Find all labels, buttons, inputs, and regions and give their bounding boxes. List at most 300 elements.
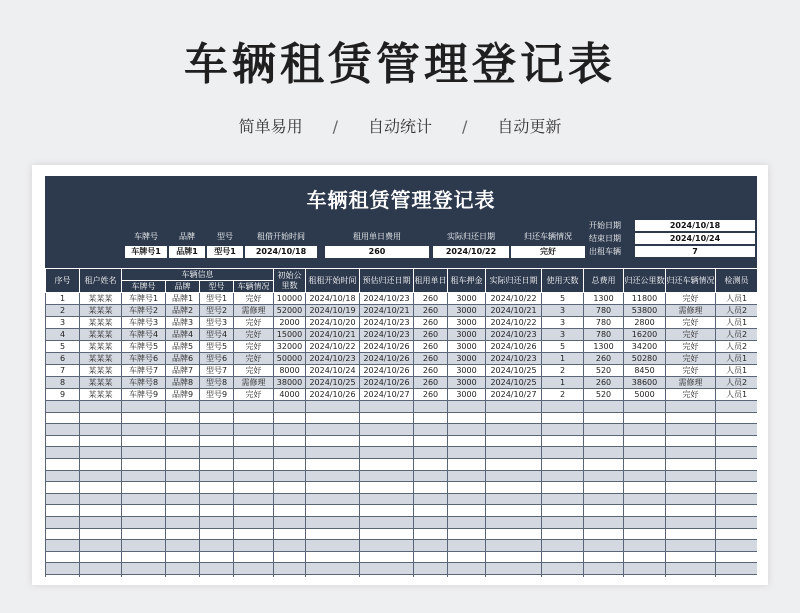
empty-cell: [80, 528, 122, 540]
table-cell: 15000: [274, 329, 306, 341]
empty-cell: [666, 505, 716, 517]
empty-cell: [306, 505, 360, 517]
empty-cell: [80, 493, 122, 505]
empty-cell: [666, 482, 716, 494]
empty-cell: [414, 574, 448, 577]
empty-cell: [414, 563, 448, 575]
empty-cell: [200, 412, 234, 424]
empty-cell: [234, 516, 274, 528]
sheet-title: 车辆租赁管理登记表: [306, 188, 496, 212]
empty-cell: [274, 551, 306, 563]
empty-cell: [542, 551, 584, 563]
empty-cell: [274, 412, 306, 424]
table-cell: 520: [584, 365, 624, 377]
empty-cell: [46, 447, 80, 459]
empty-cell: [234, 447, 274, 459]
empty-cell: [274, 424, 306, 436]
empty-row: [46, 458, 758, 470]
table-cell: 某某某: [80, 341, 122, 353]
empty-cell: [360, 470, 414, 482]
empty-cell: [448, 505, 486, 517]
table-cell: 完好: [234, 329, 274, 341]
date-label: 出租车辆: [589, 247, 621, 256]
empty-cell: [166, 505, 200, 517]
table-cell: 2024/10/22: [486, 317, 542, 329]
empty-cell: [448, 563, 486, 575]
table-cell: 完好: [666, 341, 716, 353]
empty-cell: [234, 401, 274, 413]
empty-cell: [486, 528, 542, 540]
table-cell: 完好: [666, 353, 716, 365]
sheet-banner: [45, 176, 757, 268]
empty-cell: [306, 482, 360, 494]
empty-cell: [200, 540, 234, 552]
empty-cell: [80, 516, 122, 528]
empty-cell: [486, 516, 542, 528]
table-cell: 完好: [234, 353, 274, 365]
empty-cell: [122, 435, 166, 447]
table-cell: 车牌号5: [122, 341, 166, 353]
table-cell: 2024/10/27: [486, 389, 542, 401]
table-cell: 人员1: [716, 353, 758, 365]
empty-cell: [414, 447, 448, 459]
table-cell: 3000: [448, 305, 486, 317]
table-cell: 260: [414, 317, 448, 329]
empty-cell: [542, 540, 584, 552]
empty-cell: [624, 447, 666, 459]
table-cell: 520: [584, 389, 624, 401]
empty-cell: [46, 435, 80, 447]
table-cell: 2024/10/24: [306, 365, 360, 377]
empty-cell: [234, 435, 274, 447]
empty-cell: [306, 563, 360, 575]
table-cell: 完好: [234, 389, 274, 401]
empty-cell: [306, 574, 360, 577]
empty-cell: [542, 528, 584, 540]
table-cell: 3000: [448, 377, 486, 389]
table-cell: 需修理: [666, 377, 716, 389]
table-cell: 16200: [624, 329, 666, 341]
empty-cell: [306, 447, 360, 459]
empty-cell: [80, 435, 122, 447]
empty-cell: [448, 540, 486, 552]
header-vehicle-info: 车辆信息: [122, 269, 274, 281]
empty-cell: [448, 412, 486, 424]
header-plate: 车牌号: [122, 281, 166, 293]
empty-cell: [166, 435, 200, 447]
empty-cell: [716, 482, 758, 494]
empty-cell: [486, 540, 542, 552]
empty-cell: [360, 458, 414, 470]
header-days: 使用天数: [542, 269, 584, 293]
empty-cell: [584, 516, 624, 528]
empty-cell: [624, 563, 666, 575]
empty-cell: [360, 540, 414, 552]
table-cell: 品牌8: [166, 377, 200, 389]
summary-label-return: 归还车辆情况: [524, 232, 572, 241]
table-cell: 品牌7: [166, 365, 200, 377]
table-cell: 型号2: [200, 305, 234, 317]
table-cell: 某某某: [80, 353, 122, 365]
header-renter: 租户姓名: [80, 269, 122, 293]
empty-cell: [234, 482, 274, 494]
empty-cell: [666, 401, 716, 413]
empty-cell: [306, 424, 360, 436]
empty-cell: [360, 482, 414, 494]
table-cell: 50280: [624, 353, 666, 365]
table-cell: 型号8: [200, 377, 234, 389]
empty-row: [46, 424, 758, 436]
empty-cell: [716, 435, 758, 447]
table-row: [46, 317, 758, 329]
empty-cell: [624, 435, 666, 447]
tag-separator: /: [462, 117, 468, 136]
date-value: 7: [635, 246, 755, 257]
summary-label-model: 型号: [217, 232, 233, 241]
empty-cell: [448, 470, 486, 482]
empty-cell: [166, 412, 200, 424]
empty-cell: [234, 574, 274, 577]
empty-cell: [716, 551, 758, 563]
table-cell: 型号7: [200, 365, 234, 377]
table-cell: 完好: [666, 389, 716, 401]
empty-cell: [584, 482, 624, 494]
table-cell: 品牌3: [166, 317, 200, 329]
empty-cell: [624, 574, 666, 577]
empty-cell: [716, 493, 758, 505]
table-cell: 2: [542, 365, 584, 377]
empty-cell: [414, 424, 448, 436]
empty-cell: [306, 412, 360, 424]
table-cell: 2024/10/18: [306, 293, 360, 305]
table-cell: 完好: [666, 329, 716, 341]
empty-cell: [122, 493, 166, 505]
empty-cell: [274, 540, 306, 552]
table-cell: 10000: [274, 293, 306, 305]
empty-cell: [584, 528, 624, 540]
table-row: [46, 341, 758, 353]
empty-cell: [200, 447, 234, 459]
table-cell: 50000: [274, 353, 306, 365]
empty-cell: [166, 563, 200, 575]
empty-cell: [274, 516, 306, 528]
empty-cell: [200, 505, 234, 517]
empty-cell: [414, 551, 448, 563]
table-cell: 人员2: [716, 329, 758, 341]
table-cell: 车牌号6: [122, 353, 166, 365]
table-cell: 车牌号3: [122, 317, 166, 329]
table-cell: 2024/10/21: [486, 305, 542, 317]
empty-cell: [584, 412, 624, 424]
table-cell: 2024/10/26: [306, 389, 360, 401]
empty-cell: [46, 412, 80, 424]
empty-cell: [306, 516, 360, 528]
date-value: 2024/10/24: [635, 233, 755, 244]
empty-cell: [716, 563, 758, 575]
empty-cell: [486, 435, 542, 447]
empty-cell: [542, 424, 584, 436]
empty-cell: [584, 447, 624, 459]
empty-row: [46, 470, 758, 482]
header-deposit: 租车押金: [448, 269, 486, 293]
table-cell: 某某某: [80, 389, 122, 401]
table-cell: 某某某: [80, 377, 122, 389]
summary-value-start: 2024/10/18: [245, 246, 317, 258]
empty-row: [46, 493, 758, 505]
table-cell: 某某某: [80, 293, 122, 305]
table-cell: 车牌号9: [122, 389, 166, 401]
empty-cell: [542, 458, 584, 470]
table-cell: 车牌号1: [122, 293, 166, 305]
table-cell: 2024/10/23: [306, 353, 360, 365]
empty-cell: [624, 482, 666, 494]
empty-cell: [46, 458, 80, 470]
empty-cell: [360, 551, 414, 563]
table-cell: 2024/10/26: [360, 365, 414, 377]
empty-cell: [200, 574, 234, 577]
empty-cell: [46, 574, 80, 577]
empty-cell: [716, 470, 758, 482]
header-return-cond: 归还车辆情况: [666, 269, 716, 293]
empty-cell: [666, 493, 716, 505]
empty-cell: [80, 551, 122, 563]
empty-cell: [360, 574, 414, 577]
table-cell: 53800: [624, 305, 666, 317]
empty-row: [46, 528, 758, 540]
table-cell: 1300: [584, 341, 624, 353]
table-cell: 3000: [448, 365, 486, 377]
empty-cell: [414, 493, 448, 505]
table-row: [46, 329, 758, 341]
table-cell: 型号9: [200, 389, 234, 401]
date-row-end: [589, 233, 757, 245]
empty-cell: [716, 505, 758, 517]
empty-cell: [200, 482, 234, 494]
table-cell: 完好: [666, 293, 716, 305]
table-cell: 2024/10/22: [486, 293, 542, 305]
empty-cell: [166, 470, 200, 482]
empty-cell: [80, 540, 122, 552]
table-cell: 2024/10/23: [486, 353, 542, 365]
empty-row: [46, 551, 758, 563]
empty-cell: [234, 551, 274, 563]
table-cell: 车牌号7: [122, 365, 166, 377]
empty-cell: [122, 540, 166, 552]
empty-row: [46, 516, 758, 528]
table-cell: 完好: [234, 365, 274, 377]
table-cell: 某某某: [80, 329, 122, 341]
table-row: [46, 389, 758, 401]
empty-cell: [274, 401, 306, 413]
empty-cell: [80, 458, 122, 470]
empty-cell: [584, 470, 624, 482]
sheet-panel: [45, 176, 757, 577]
table-cell: 品牌1: [166, 293, 200, 305]
tag-auto-stats: 自动统计: [367, 117, 432, 136]
empty-cell: [448, 401, 486, 413]
empty-cell: [274, 447, 306, 459]
empty-cell: [666, 424, 716, 436]
header-actual: 实际归还日期: [486, 269, 542, 293]
empty-cell: [486, 401, 542, 413]
empty-row: [46, 563, 758, 575]
table-cell: 人员2: [716, 341, 758, 353]
empty-cell: [46, 482, 80, 494]
table-cell: 人员1: [716, 293, 758, 305]
table-cell: 品牌6: [166, 353, 200, 365]
empty-cell: [716, 401, 758, 413]
empty-cell: [624, 470, 666, 482]
empty-cell: [122, 424, 166, 436]
empty-cell: [166, 401, 200, 413]
empty-cell: [274, 470, 306, 482]
empty-cell: [584, 540, 624, 552]
empty-cell: [360, 528, 414, 540]
date-label: 开始日期: [589, 221, 621, 230]
table-cell: 3: [542, 305, 584, 317]
empty-cell: [666, 540, 716, 552]
table-cell: 人员2: [716, 377, 758, 389]
empty-cell: [274, 493, 306, 505]
empty-cell: [542, 447, 584, 459]
empty-row: [46, 482, 758, 494]
empty-cell: [486, 447, 542, 459]
table-cell: 5: [542, 293, 584, 305]
empty-cell: [716, 458, 758, 470]
empty-cell: [666, 563, 716, 575]
table-cell: 3000: [448, 329, 486, 341]
table-cell: 某某某: [80, 317, 122, 329]
summary-label-actual: 实际归还日期: [447, 232, 495, 241]
table-cell: 完好: [234, 317, 274, 329]
table-cell: 6: [46, 353, 80, 365]
empty-cell: [234, 528, 274, 540]
table-cell: 完好: [666, 317, 716, 329]
empty-cell: [274, 528, 306, 540]
summary-value-brand: 品牌1: [169, 246, 205, 258]
table-cell: 2024/10/23: [486, 329, 542, 341]
empty-cell: [666, 470, 716, 482]
empty-cell: [624, 551, 666, 563]
table-cell: 4: [46, 329, 80, 341]
empty-cell: [716, 540, 758, 552]
empty-cell: [666, 516, 716, 528]
empty-cell: [200, 435, 234, 447]
empty-cell: [46, 516, 80, 528]
table-cell: 人员1: [716, 365, 758, 377]
empty-cell: [448, 482, 486, 494]
date-row-start: [589, 220, 757, 232]
table-row: [46, 305, 758, 317]
table-cell: 11800: [624, 293, 666, 305]
empty-cell: [584, 493, 624, 505]
empty-cell: [234, 505, 274, 517]
empty-cell: [122, 528, 166, 540]
empty-cell: [360, 563, 414, 575]
table-body: [46, 293, 758, 578]
table-cell: 1: [542, 353, 584, 365]
empty-cell: [234, 563, 274, 575]
table-cell: 2024/10/26: [486, 341, 542, 353]
empty-cell: [166, 551, 200, 563]
table-cell: 完好: [234, 341, 274, 353]
tag-auto-update: 自动更新: [497, 117, 562, 136]
empty-cell: [716, 516, 758, 528]
header-total: 总费用: [584, 269, 624, 293]
empty-cell: [584, 574, 624, 577]
empty-cell: [200, 563, 234, 575]
table-cell: 8: [46, 377, 80, 389]
table-cell: 2024/10/20: [306, 317, 360, 329]
empty-cell: [234, 493, 274, 505]
table-cell: 型号6: [200, 353, 234, 365]
table-cell: 2024/10/26: [360, 377, 414, 389]
empty-cell: [542, 493, 584, 505]
empty-cell: [448, 574, 486, 577]
summary-label-plate: 车牌号: [134, 232, 158, 241]
table-cell: 2024/10/27: [360, 389, 414, 401]
empty-cell: [80, 482, 122, 494]
table-cell: 2: [46, 305, 80, 317]
table-cell: 2024/10/22: [306, 341, 360, 353]
empty-cell: [448, 435, 486, 447]
table-cell: 某某某: [80, 305, 122, 317]
empty-cell: [666, 412, 716, 424]
summary-label-daily: 租用单日费用: [353, 232, 401, 241]
empty-cell: [666, 435, 716, 447]
table-row: [46, 377, 758, 389]
empty-cell: [46, 470, 80, 482]
empty-cell: [46, 551, 80, 563]
summary-value-plate: 车牌号1: [125, 246, 167, 258]
table-cell: 1300: [584, 293, 624, 305]
table-cell: 2024/10/26: [360, 341, 414, 353]
empty-cell: [166, 458, 200, 470]
empty-cell: [584, 563, 624, 575]
empty-cell: [122, 551, 166, 563]
table-cell: 3: [542, 317, 584, 329]
empty-cell: [716, 574, 758, 577]
empty-cell: [200, 470, 234, 482]
table-cell: 3000: [448, 293, 486, 305]
empty-cell: [360, 505, 414, 517]
table-cell: 260: [414, 353, 448, 365]
summary-value-actual: 2024/10/22: [433, 246, 509, 258]
empty-cell: [166, 493, 200, 505]
empty-cell: [414, 482, 448, 494]
date-value: 2024/10/18: [635, 220, 755, 231]
empty-cell: [122, 447, 166, 459]
table-cell: 车牌号4: [122, 329, 166, 341]
table-cell: 260: [584, 377, 624, 389]
tag-separator: /: [332, 117, 338, 136]
table-cell: 3000: [448, 389, 486, 401]
empty-cell: [584, 551, 624, 563]
empty-cell: [448, 528, 486, 540]
empty-cell: [624, 493, 666, 505]
empty-cell: [486, 551, 542, 563]
empty-cell: [486, 493, 542, 505]
empty-cell: [80, 574, 122, 577]
table-cell: 2024/10/23: [360, 317, 414, 329]
empty-cell: [542, 482, 584, 494]
table-cell: 38000: [274, 377, 306, 389]
empty-cell: [306, 528, 360, 540]
tag-easy: 简单易用: [238, 117, 303, 136]
table-cell: 780: [584, 329, 624, 341]
empty-cell: [274, 482, 306, 494]
empty-cell: [166, 574, 200, 577]
